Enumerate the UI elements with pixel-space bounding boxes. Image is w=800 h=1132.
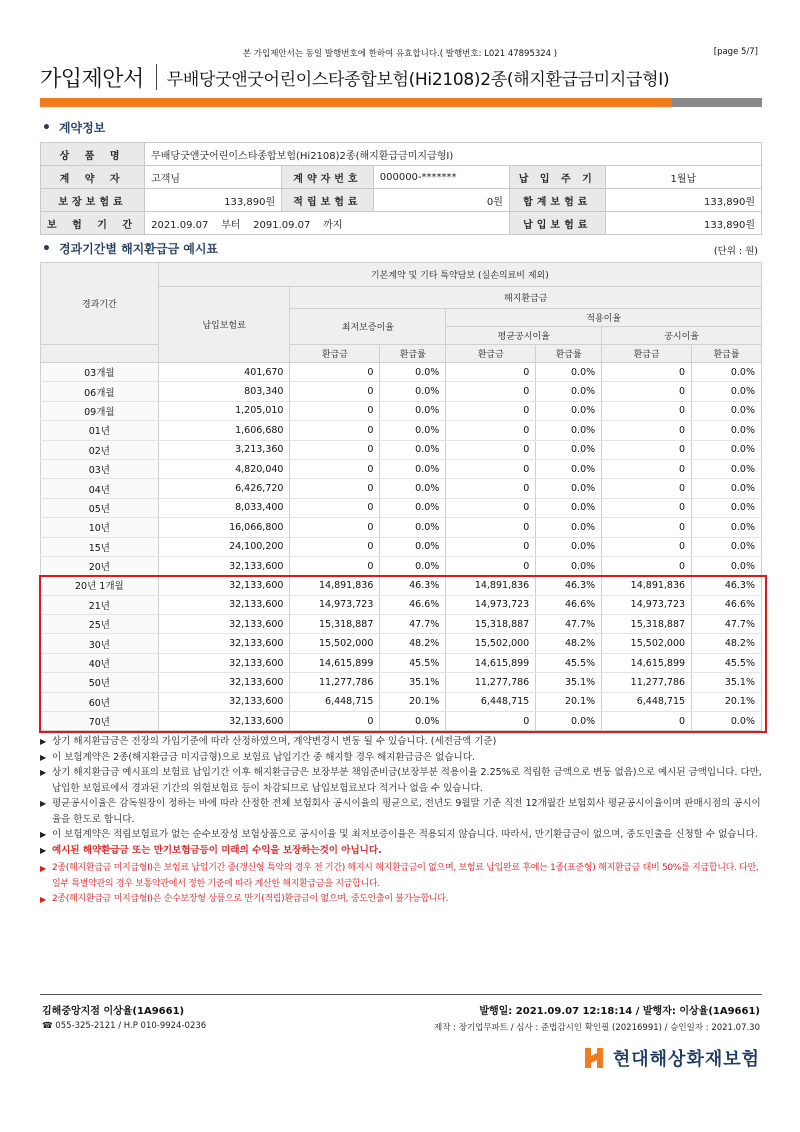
amount-cell: 0 xyxy=(290,382,380,401)
ratio-cell: 45.5% xyxy=(692,653,762,672)
pay-cycle-label: 납 입 주 기 xyxy=(509,166,605,189)
ratio-cell: 48.2% xyxy=(536,634,602,653)
contract-info-table xyxy=(40,142,762,235)
amount-cell: 0 xyxy=(290,363,380,382)
amount-cell: 0 xyxy=(290,421,380,440)
table-row xyxy=(41,537,762,556)
ratio-cell: 46.6% xyxy=(692,595,762,614)
ratio-cell: 46.3% xyxy=(692,576,762,595)
amount-cell: 0 xyxy=(602,440,692,459)
info-row-product xyxy=(41,143,762,166)
refund-section-heading xyxy=(42,240,218,257)
table-row xyxy=(41,479,762,498)
period-cell: 30년 xyxy=(41,634,159,653)
guarantee-value: 133,890원 xyxy=(145,189,282,212)
period-cell: 03개월 xyxy=(41,363,159,382)
amount-cell: 15,502,000 xyxy=(446,634,536,653)
header-applied-rate: 적용이율 xyxy=(446,309,762,327)
ratio-cell: 0.0% xyxy=(536,363,602,382)
paid-cell: 4,820,040 xyxy=(158,459,290,478)
period-cell: 06개월 xyxy=(41,382,159,401)
issue-info: 발행일: 2021.09.07 12:18:14 / 발행자: 이상율(1A9661) xyxy=(479,1006,760,1017)
holder-no-value: 000000-******* xyxy=(373,166,509,189)
ratio-cell: 46.3% xyxy=(380,576,446,595)
note-item: ▶ 상기 해지환급금 예시표의 보험료 납입기간 이후 해지환급금은 보장부분 책임준비금(보장부분 적용이율 2.25%로 적립한 금액으로 변동 없음)으로 예시된 금액입니다. 다만, 납입한 보험료에서 경과된 기간의 위험보험료 등이 차감되므로 납입보험료보다 적거나 없을 수 있습니다. xyxy=(40,765,764,796)
period-from: 2021.09.07 xyxy=(151,219,209,231)
amount-cell: 0 xyxy=(446,382,536,401)
amount-cell: 14,891,836 xyxy=(602,576,692,595)
table-row xyxy=(41,595,762,614)
header-ratio: 환급률 xyxy=(536,345,602,363)
ratio-cell: 0.0% xyxy=(380,459,446,478)
ratio-cell: 35.1% xyxy=(380,673,446,692)
doc-title: 가입제안서 xyxy=(40,66,144,92)
ratio-cell: 0.0% xyxy=(536,498,602,517)
arrow-icon: ▶ xyxy=(40,752,47,762)
header-amount: 환급금 xyxy=(446,345,536,363)
amount-cell: 0 xyxy=(290,712,380,731)
title-divider xyxy=(156,64,157,90)
paid-cell: 32,133,600 xyxy=(158,692,290,711)
refund-table-body xyxy=(41,363,762,731)
period-cell: 20년 1개월 xyxy=(41,576,159,595)
issue-notice: 본 가입제안서는 동일 발행번호에 한하여 유효합니다.( 발행번호: L021 47895324 ) xyxy=(242,49,558,59)
product-value: 무배당굿앤굿어린이스타종합보험(Hi2108)2종(해지환급금미지급형Ⅰ) xyxy=(145,143,762,166)
amount-cell: 15,318,887 xyxy=(446,615,536,634)
paid-cell: 24,100,200 xyxy=(158,537,290,556)
saving-value: 0원 xyxy=(373,189,509,212)
bullet-icon: • xyxy=(42,240,51,257)
period-to: 2091.09.07 xyxy=(253,219,311,231)
table-row xyxy=(41,712,762,731)
ratio-cell: 0.0% xyxy=(380,556,446,575)
ratio-cell: 0.0% xyxy=(380,421,446,440)
table-row xyxy=(41,363,762,382)
amount-cell: 0 xyxy=(602,459,692,478)
ratio-cell: 0.0% xyxy=(692,440,762,459)
amount-cell: 11,277,786 xyxy=(602,673,692,692)
bullet-icon: • xyxy=(42,119,51,136)
amount-cell: 15,318,887 xyxy=(290,615,380,634)
title-bar-gray xyxy=(672,98,762,107)
amount-cell: 0 xyxy=(602,498,692,517)
table-row xyxy=(41,382,762,401)
table-row xyxy=(41,653,762,672)
header-paid: 납입보험료 xyxy=(158,287,290,363)
table-row xyxy=(41,498,762,517)
amount-cell: 14,973,723 xyxy=(602,595,692,614)
period-cell: 25년 xyxy=(41,615,159,634)
info-row-period xyxy=(41,212,762,235)
amount-cell: 0 xyxy=(602,518,692,537)
amount-cell: 0 xyxy=(602,537,692,556)
agent-info: 김해중앙지점 이상율(1A9661) xyxy=(42,1006,185,1017)
ratio-cell: 0.0% xyxy=(380,498,446,517)
ratio-cell: 0.0% xyxy=(380,382,446,401)
holder-label: 계 약 자 xyxy=(41,166,145,189)
ratio-cell: 0.0% xyxy=(380,440,446,459)
arrow-icon: ▶ xyxy=(40,864,46,873)
ratio-cell: 20.1% xyxy=(536,692,602,711)
ratio-cell: 0.0% xyxy=(536,556,602,575)
paid-cell: 32,133,600 xyxy=(158,556,290,575)
amount-cell: 14,973,723 xyxy=(290,595,380,614)
title-bar-orange xyxy=(40,98,672,107)
amount-cell: 0 xyxy=(446,401,536,420)
amount-cell: 0 xyxy=(290,459,380,478)
ratio-cell: 0.0% xyxy=(536,459,602,478)
amount-cell: 14,891,836 xyxy=(446,576,536,595)
product-title: 무배당굿앤굿어린이스타종합보험(Hi2108)2종(해지환급금미지급형Ⅰ) xyxy=(166,69,670,90)
ratio-cell: 0.0% xyxy=(692,459,762,478)
header-period-spacer xyxy=(41,345,159,363)
ratio-cell: 20.1% xyxy=(692,692,762,711)
amount-cell: 14,615,899 xyxy=(446,653,536,672)
warning-red-item: ▶ 2종(해지환급금 미지급형Ⅰ)은 순수보장형 상품으로 만기(적립)환급금이 없으며, 중도인출이 불가능합니다. xyxy=(40,892,764,908)
paid-cell: 32,133,600 xyxy=(158,576,290,595)
arrow-icon: ▶ xyxy=(40,737,47,746)
amount-cell: 11,277,786 xyxy=(446,673,536,692)
table-row xyxy=(41,615,762,634)
approval-info: 제작 : 장기업무파트 / 심사 : 준법감시인 확인필 (20216991) / 승인일자 : 2021.07.30 xyxy=(434,1023,760,1033)
paid-cell: 32,133,600 xyxy=(158,653,290,672)
period-cell: 20년 xyxy=(41,556,159,575)
total-value: 133,890원 xyxy=(605,189,761,212)
title-row xyxy=(40,62,762,92)
ratio-cell: 0.0% xyxy=(380,712,446,731)
period-cell: 10년 xyxy=(41,518,159,537)
note-item: ▶ 상기 해지환급금은 전장의 가입기준에 따라 산정하였으며, 계약변경시 변동 될 수 있습니다. (세전금액 기준) xyxy=(40,734,764,750)
arrow-icon: ▶ xyxy=(40,895,46,904)
table-row xyxy=(41,518,762,537)
ratio-cell: 46.6% xyxy=(536,595,602,614)
amount-cell: 0 xyxy=(446,556,536,575)
warning-red-item: ▶ 2종(해지환급금 미지급형Ⅰ)은 보험료 납입기간 중(갱신형 특약의 경우 전 기간) 해지시 해지환급금이 없으며, 보험료 납입완료 후에는 1종(표준형) 해지환급금 대비 50%를 지급합니다. 다만, 일부 특별약관의 경우 보통약관에서 정한 기준에 따라 계산한 해지환급금을 지급합니다. xyxy=(40,861,764,892)
amount-cell: 0 xyxy=(446,459,536,478)
period-cell: 50년 xyxy=(41,673,159,692)
amount-cell: 0 xyxy=(602,363,692,382)
arrow-icon: ▶ xyxy=(40,768,47,777)
ratio-cell: 46.6% xyxy=(380,595,446,614)
paid-cell: 1,606,680 xyxy=(158,421,290,440)
table-row xyxy=(41,692,762,711)
table-row xyxy=(41,576,762,595)
pay-cycle-value: 1월납 xyxy=(605,166,761,189)
product-label: 상 품 명 xyxy=(41,143,145,166)
paid-cell: 16,066,800 xyxy=(158,518,290,537)
amount-cell: 0 xyxy=(446,479,536,498)
paid-cell: 803,340 xyxy=(158,382,290,401)
period-cell: 02년 xyxy=(41,440,159,459)
amount-cell: 0 xyxy=(446,363,536,382)
table-row xyxy=(41,634,762,653)
paid-cell: 8,033,400 xyxy=(158,498,290,517)
amount-cell: 14,615,899 xyxy=(602,653,692,672)
ratio-cell: 0.0% xyxy=(692,712,762,731)
period-cell: 05년 xyxy=(41,498,159,517)
amount-cell: 0 xyxy=(290,401,380,420)
paid-cell: 32,133,600 xyxy=(158,712,290,731)
ratio-cell: 0.0% xyxy=(380,518,446,537)
holder-no-label: 계약자번호 xyxy=(282,166,374,189)
period-cell: 04년 xyxy=(41,479,159,498)
amount-cell: 6,448,715 xyxy=(602,692,692,711)
note-item: ▶ 이 보험계약은 적립보험료가 없는 순수보장성 보험상품으로 공시이율 및 최저보증이율은 적용되지 않습니다. 따라서, 만기환급금이 없으며, 중도인출을 신청할 수 없습니다. xyxy=(40,827,764,843)
amount-cell: 14,615,899 xyxy=(290,653,380,672)
refund-table xyxy=(40,262,762,731)
header-amount: 환급금 xyxy=(290,345,380,363)
ratio-cell: 0.0% xyxy=(692,556,762,575)
amount-cell: 0 xyxy=(290,498,380,517)
info-row-premium xyxy=(41,189,762,212)
amount-cell: 6,448,715 xyxy=(446,692,536,711)
paid-cell: 32,133,600 xyxy=(158,595,290,614)
ratio-cell: 0.0% xyxy=(536,440,602,459)
ratio-cell: 0.0% xyxy=(536,382,602,401)
amount-cell: 0 xyxy=(290,537,380,556)
total-label: 합계보험료 xyxy=(509,189,605,212)
arrow-icon: ▶ xyxy=(40,830,47,839)
warning-bold: ▶ 예시된 해약환급금 또는 만기보험금등이 미래의 수익을 보장하는것이 아닙니다. xyxy=(40,843,764,859)
amount-cell: 14,973,723 xyxy=(446,595,536,614)
contract-section-heading xyxy=(42,119,105,136)
ratio-cell: 0.0% xyxy=(380,363,446,382)
table-row xyxy=(41,556,762,575)
amount-cell: 0 xyxy=(602,401,692,420)
ratio-cell: 0.0% xyxy=(692,479,762,498)
ratio-cell: 0.0% xyxy=(692,363,762,382)
arrow-icon: ▶ xyxy=(40,845,47,855)
paid-cell: 6,426,720 xyxy=(158,479,290,498)
hyundai-h-icon xyxy=(583,1047,605,1069)
table-row xyxy=(41,440,762,459)
contract-section-title: 계약정보 xyxy=(58,121,106,135)
table-row xyxy=(41,673,762,692)
amount-cell: 15,502,000 xyxy=(290,634,380,653)
ratio-cell: 0.0% xyxy=(536,712,602,731)
info-row-holder xyxy=(41,166,762,189)
ratio-cell: 48.2% xyxy=(380,634,446,653)
ratio-cell: 47.7% xyxy=(692,615,762,634)
amount-cell: 0 xyxy=(290,479,380,498)
paid-cell: 32,133,600 xyxy=(158,615,290,634)
period-to-suffix: 까지 xyxy=(323,219,343,231)
table-row xyxy=(41,421,762,440)
refund-section-title: 경과기간별 해지환급금 예시표 xyxy=(58,242,219,256)
header-base: 기본계약 및 기타 특약담보 (실손의료비 제외) xyxy=(158,263,761,287)
amount-cell: 14,891,836 xyxy=(290,576,380,595)
period-from-suffix: 부터 xyxy=(221,219,241,231)
amount-cell: 0 xyxy=(602,479,692,498)
period-cell: 15년 xyxy=(41,537,159,556)
company-logo xyxy=(583,1045,760,1071)
ratio-cell: 45.5% xyxy=(380,653,446,672)
table-row xyxy=(41,459,762,478)
amount-cell: 0 xyxy=(602,382,692,401)
table-row xyxy=(41,401,762,420)
amount-cell: 0 xyxy=(446,421,536,440)
header-ratio: 환급률 xyxy=(380,345,446,363)
company-name: 현대해상화재보험 xyxy=(612,1049,760,1070)
paid-cell: 401,670 xyxy=(158,363,290,382)
header-avg-rate: 평균공시이율 xyxy=(446,327,602,345)
notes-block xyxy=(40,734,764,908)
amount-cell: 0 xyxy=(446,537,536,556)
unit-label: (단위 : 원) xyxy=(713,246,758,257)
ratio-cell: 35.1% xyxy=(692,673,762,692)
header-pub-rate: 공시이율 xyxy=(602,327,762,345)
ratio-cell: 47.7% xyxy=(380,615,446,634)
arrow-icon: ▶ xyxy=(40,799,47,808)
period-cell: 40년 xyxy=(41,653,159,672)
period-cell: 09개월 xyxy=(41,401,159,420)
ratio-cell: 0.0% xyxy=(692,421,762,440)
ratio-cell: 0.0% xyxy=(692,401,762,420)
note-item: ▶ 이 보험계약은 2종(해지환급금 미지급형)으로 보험료 납입기간 중 해지할 경우 해지환급금은 없습니다. xyxy=(40,750,764,766)
period-cell: 70년 xyxy=(41,712,159,731)
amount-cell: 0 xyxy=(446,518,536,537)
amount-cell: 0 xyxy=(290,518,380,537)
amount-cell: 0 xyxy=(446,712,536,731)
ratio-cell: 0.0% xyxy=(536,421,602,440)
header-ratio: 환급률 xyxy=(692,345,762,363)
period-cell: 01년 xyxy=(41,421,159,440)
ratio-cell: 0.0% xyxy=(380,537,446,556)
ratio-cell: 0.0% xyxy=(692,382,762,401)
contact-info: ☎ 055-325-2121 / H.P 010-9924-0236 xyxy=(42,1021,207,1031)
period-cell: 60년 xyxy=(41,692,159,711)
page-number: [page 5/7] xyxy=(713,47,758,57)
period-cell: 21년 xyxy=(41,595,159,614)
ratio-cell: 0.0% xyxy=(692,518,762,537)
paid-cell: 3,213,360 xyxy=(158,440,290,459)
amount-cell: 11,277,786 xyxy=(290,673,380,692)
header-min-rate: 최저보증이율 xyxy=(290,309,446,345)
paid-cell: 32,133,600 xyxy=(158,634,290,653)
ratio-cell: 0.0% xyxy=(536,479,602,498)
holder-value: 고객님 xyxy=(145,166,282,189)
amount-cell: 0 xyxy=(290,440,380,459)
paid-label: 납입보험료 xyxy=(509,212,605,235)
note-item: ▶ 평균공시이율은 감독원장이 정하는 바에 따라 산정한 전체 보험회사 공시이율의 평균으로, 전년도 9월말 기준 직전 12개월간 보험회사 평균공시이율이며 판매시점의 공시이율을 한도로 합니다. xyxy=(40,796,764,827)
paid-cell: 1,205,010 xyxy=(158,401,290,420)
amount-cell: 0 xyxy=(602,421,692,440)
ratio-cell: 0.0% xyxy=(536,518,602,537)
paid-cell: 32,133,600 xyxy=(158,673,290,692)
amount-cell: 0 xyxy=(290,556,380,575)
footer-divider xyxy=(40,994,762,995)
ratio-cell: 45.5% xyxy=(536,653,602,672)
amount-cell: 0 xyxy=(446,440,536,459)
period-value xyxy=(145,212,510,235)
ratio-cell: 0.0% xyxy=(536,537,602,556)
paid-value: 133,890원 xyxy=(605,212,761,235)
period-cell: 03년 xyxy=(41,459,159,478)
ratio-cell: 46.3% xyxy=(536,576,602,595)
ratio-cell: 20.1% xyxy=(380,692,446,711)
title-color-bar xyxy=(40,98,762,107)
guarantee-label: 보장보험료 xyxy=(41,189,145,212)
amount-cell: 15,502,000 xyxy=(602,634,692,653)
amount-cell: 0 xyxy=(602,556,692,575)
ratio-cell: 0.0% xyxy=(536,401,602,420)
ratio-cell: 48.2% xyxy=(692,634,762,653)
ratio-cell: 0.0% xyxy=(692,498,762,517)
ratio-cell: 0.0% xyxy=(692,537,762,556)
saving-label: 적립보험료 xyxy=(282,189,374,212)
amount-cell: 6,448,715 xyxy=(290,692,380,711)
header-refund: 해지환급금 xyxy=(290,287,762,309)
amount-cell: 0 xyxy=(602,712,692,731)
ratio-cell: 0.0% xyxy=(380,401,446,420)
amount-cell: 15,318,887 xyxy=(602,615,692,634)
period-label: 보 험 기 간 xyxy=(41,212,145,235)
header-period: 경과기간 xyxy=(41,263,159,345)
ratio-cell: 35.1% xyxy=(536,673,602,692)
ratio-cell: 0.0% xyxy=(380,479,446,498)
header-amount: 환급금 xyxy=(602,345,692,363)
ratio-cell: 47.7% xyxy=(536,615,602,634)
amount-cell: 0 xyxy=(446,498,536,517)
